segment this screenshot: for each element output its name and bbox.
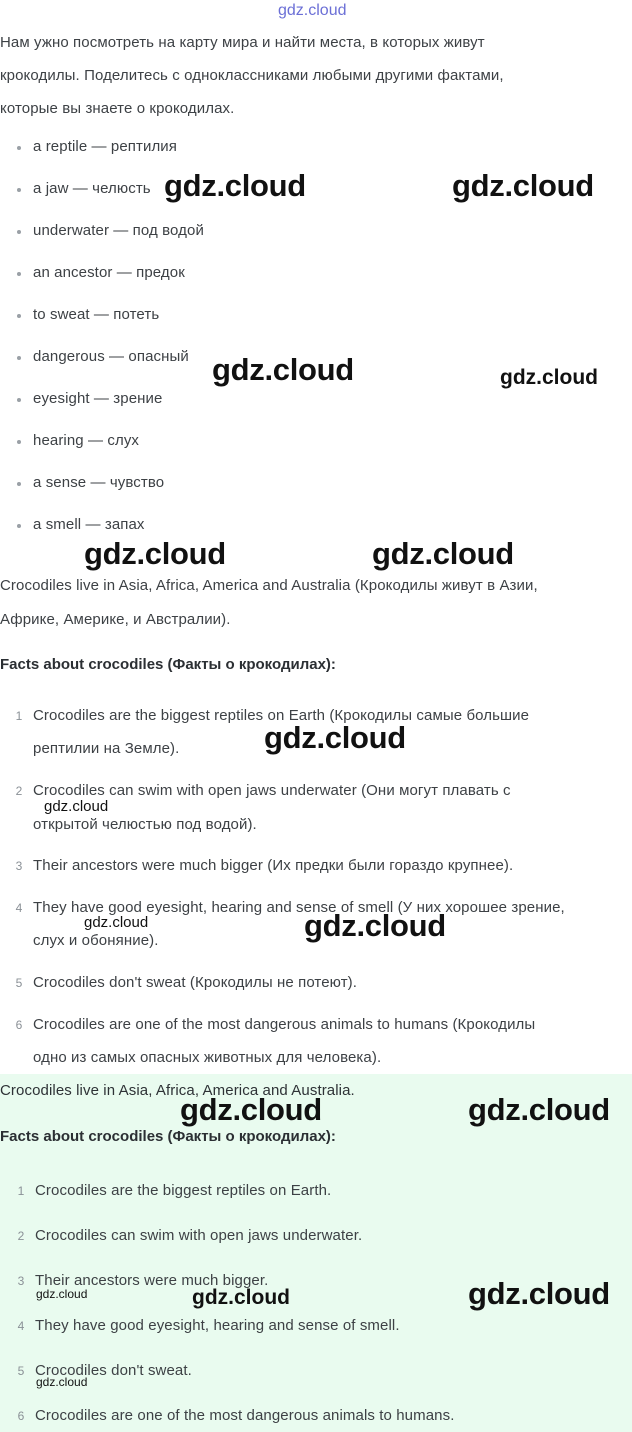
- fact-number: 4: [15, 901, 23, 915]
- answer-fact: Crocodiles are the biggest reptiles on Earth.: [35, 1182, 332, 1199]
- watermark: gdz.cloud: [180, 1092, 322, 1127]
- vocab-item: a jaw — челюсть: [33, 180, 151, 197]
- fact-number: 3: [17, 1274, 25, 1288]
- fact-number: 5: [17, 1364, 25, 1378]
- watermark: gdz.cloud: [304, 908, 446, 943]
- bullet: [17, 482, 21, 486]
- answer-fact: Crocodiles don't sweat.: [35, 1362, 192, 1379]
- watermark: gdz.cloud: [264, 720, 406, 755]
- vocab-item: a sense — чувство: [33, 474, 165, 491]
- lead-line-2: Африке, Америке, и Австралии).: [0, 611, 231, 628]
- intro-line-1: Нам ужно посмотреть на карту мира и найти места, в которых живут: [0, 34, 485, 51]
- fact-number: 6: [15, 1018, 23, 1032]
- watermark: gdz.cloud: [468, 1276, 610, 1311]
- watermark: gdz.cloud: [372, 536, 514, 571]
- vocab-item: hearing — слух: [33, 432, 140, 449]
- fact-line: слух и обоняние).: [33, 932, 159, 949]
- answer-fact: Crocodiles can swim with open jaws underwater.: [35, 1227, 363, 1244]
- fact-line: Crocodiles can swim with open jaws underwater (Они могут плавать с: [33, 782, 511, 799]
- watermark: gdz.cloud: [500, 366, 598, 389]
- fact-number: 2: [15, 784, 23, 798]
- fact-line: Crocodiles are one of the most dangerous animals to humans (Крокодилы: [33, 1016, 536, 1033]
- watermark: gdz.cloud: [36, 1375, 88, 1389]
- fact-number: 2: [17, 1229, 25, 1243]
- bullet: [17, 188, 21, 192]
- bullet: [17, 272, 21, 276]
- bullet: [17, 146, 21, 150]
- lead-line-1: Crocodiles live in Asia, Africa, America and Australia (Крокодилы живут в Азии,: [0, 577, 538, 594]
- fact-line: They have good eyesight, hearing and sense of smell (У них хорошее зрение,: [33, 899, 565, 916]
- fact-line: Crocodiles are the biggest reptiles on Earth (Крокодилы самые большие: [33, 707, 530, 724]
- intro-line-3: которые вы знаете о крокодилах.: [0, 100, 235, 117]
- fact-line: одно из самых опасных животных для человека).: [33, 1049, 382, 1066]
- vocab-item: to sweat — потеть: [33, 306, 160, 323]
- answer-fact: Their ancestors were much bigger.: [35, 1272, 269, 1289]
- vocab-item: underwater — под водой: [33, 222, 204, 239]
- watermark: gdz.cloud: [468, 1092, 610, 1127]
- fact-line: Their ancestors were much bigger (Их предки были гораздо крупнее).: [33, 857, 514, 874]
- fact-number: 1: [15, 709, 23, 723]
- fact-line: Crocodiles don't sweat (Крокодилы не потеют).: [33, 974, 358, 991]
- watermark: gdz.cloud: [212, 352, 354, 387]
- watermark-top: gdz.cloud: [278, 2, 347, 19]
- answer-fact: They have good eyesight, hearing and sense of smell.: [35, 1317, 400, 1334]
- answer-lead: Crocodiles live in Asia, Africa, America and Australia.: [0, 1082, 355, 1099]
- vocab-item: eyesight — зрение: [33, 390, 163, 407]
- bullet: [17, 524, 21, 528]
- intro-line-2: крокодилы. Поделитесь с одноклассниками любыми другими фактами,: [0, 67, 504, 84]
- watermark: gdz.cloud: [36, 1287, 88, 1301]
- fact-number: 1: [17, 1184, 25, 1198]
- bullet: [17, 230, 21, 234]
- watermark: gdz.cloud: [452, 168, 594, 203]
- answer-fact: Crocodiles are one of the most dangerous animals to humans.: [35, 1407, 455, 1424]
- vocab-item: a reptile — рептилия: [33, 138, 178, 155]
- bullet: [17, 314, 21, 318]
- watermark: gdz.cloud: [164, 168, 306, 203]
- fact-number: 4: [17, 1319, 25, 1333]
- fact-line: открытой челюстью под водой).: [33, 816, 257, 833]
- fact-number: 6: [17, 1409, 25, 1423]
- answer-heading: Facts about crocodiles (Факты о крокодилах):: [0, 1128, 336, 1145]
- facts-heading: Facts about crocodiles (Факты о крокодилах):: [0, 656, 336, 673]
- watermark: gdz.cloud: [192, 1286, 290, 1309]
- fact-line: рептилии на Земле).: [33, 740, 180, 757]
- watermark: gdz.cloud: [44, 798, 109, 815]
- watermark: gdz.cloud: [84, 914, 149, 931]
- bullet: [17, 440, 21, 444]
- vocab-item: dangerous — опасный: [33, 348, 189, 365]
- fact-number: 3: [15, 859, 23, 873]
- watermark: gdz.cloud: [84, 536, 226, 571]
- bullet: [17, 356, 21, 360]
- vocab-item: a smell — запах: [33, 516, 145, 533]
- fact-number: 5: [15, 976, 23, 990]
- vocab-item: an ancestor — предок: [33, 264, 185, 281]
- bullet: [17, 398, 21, 402]
